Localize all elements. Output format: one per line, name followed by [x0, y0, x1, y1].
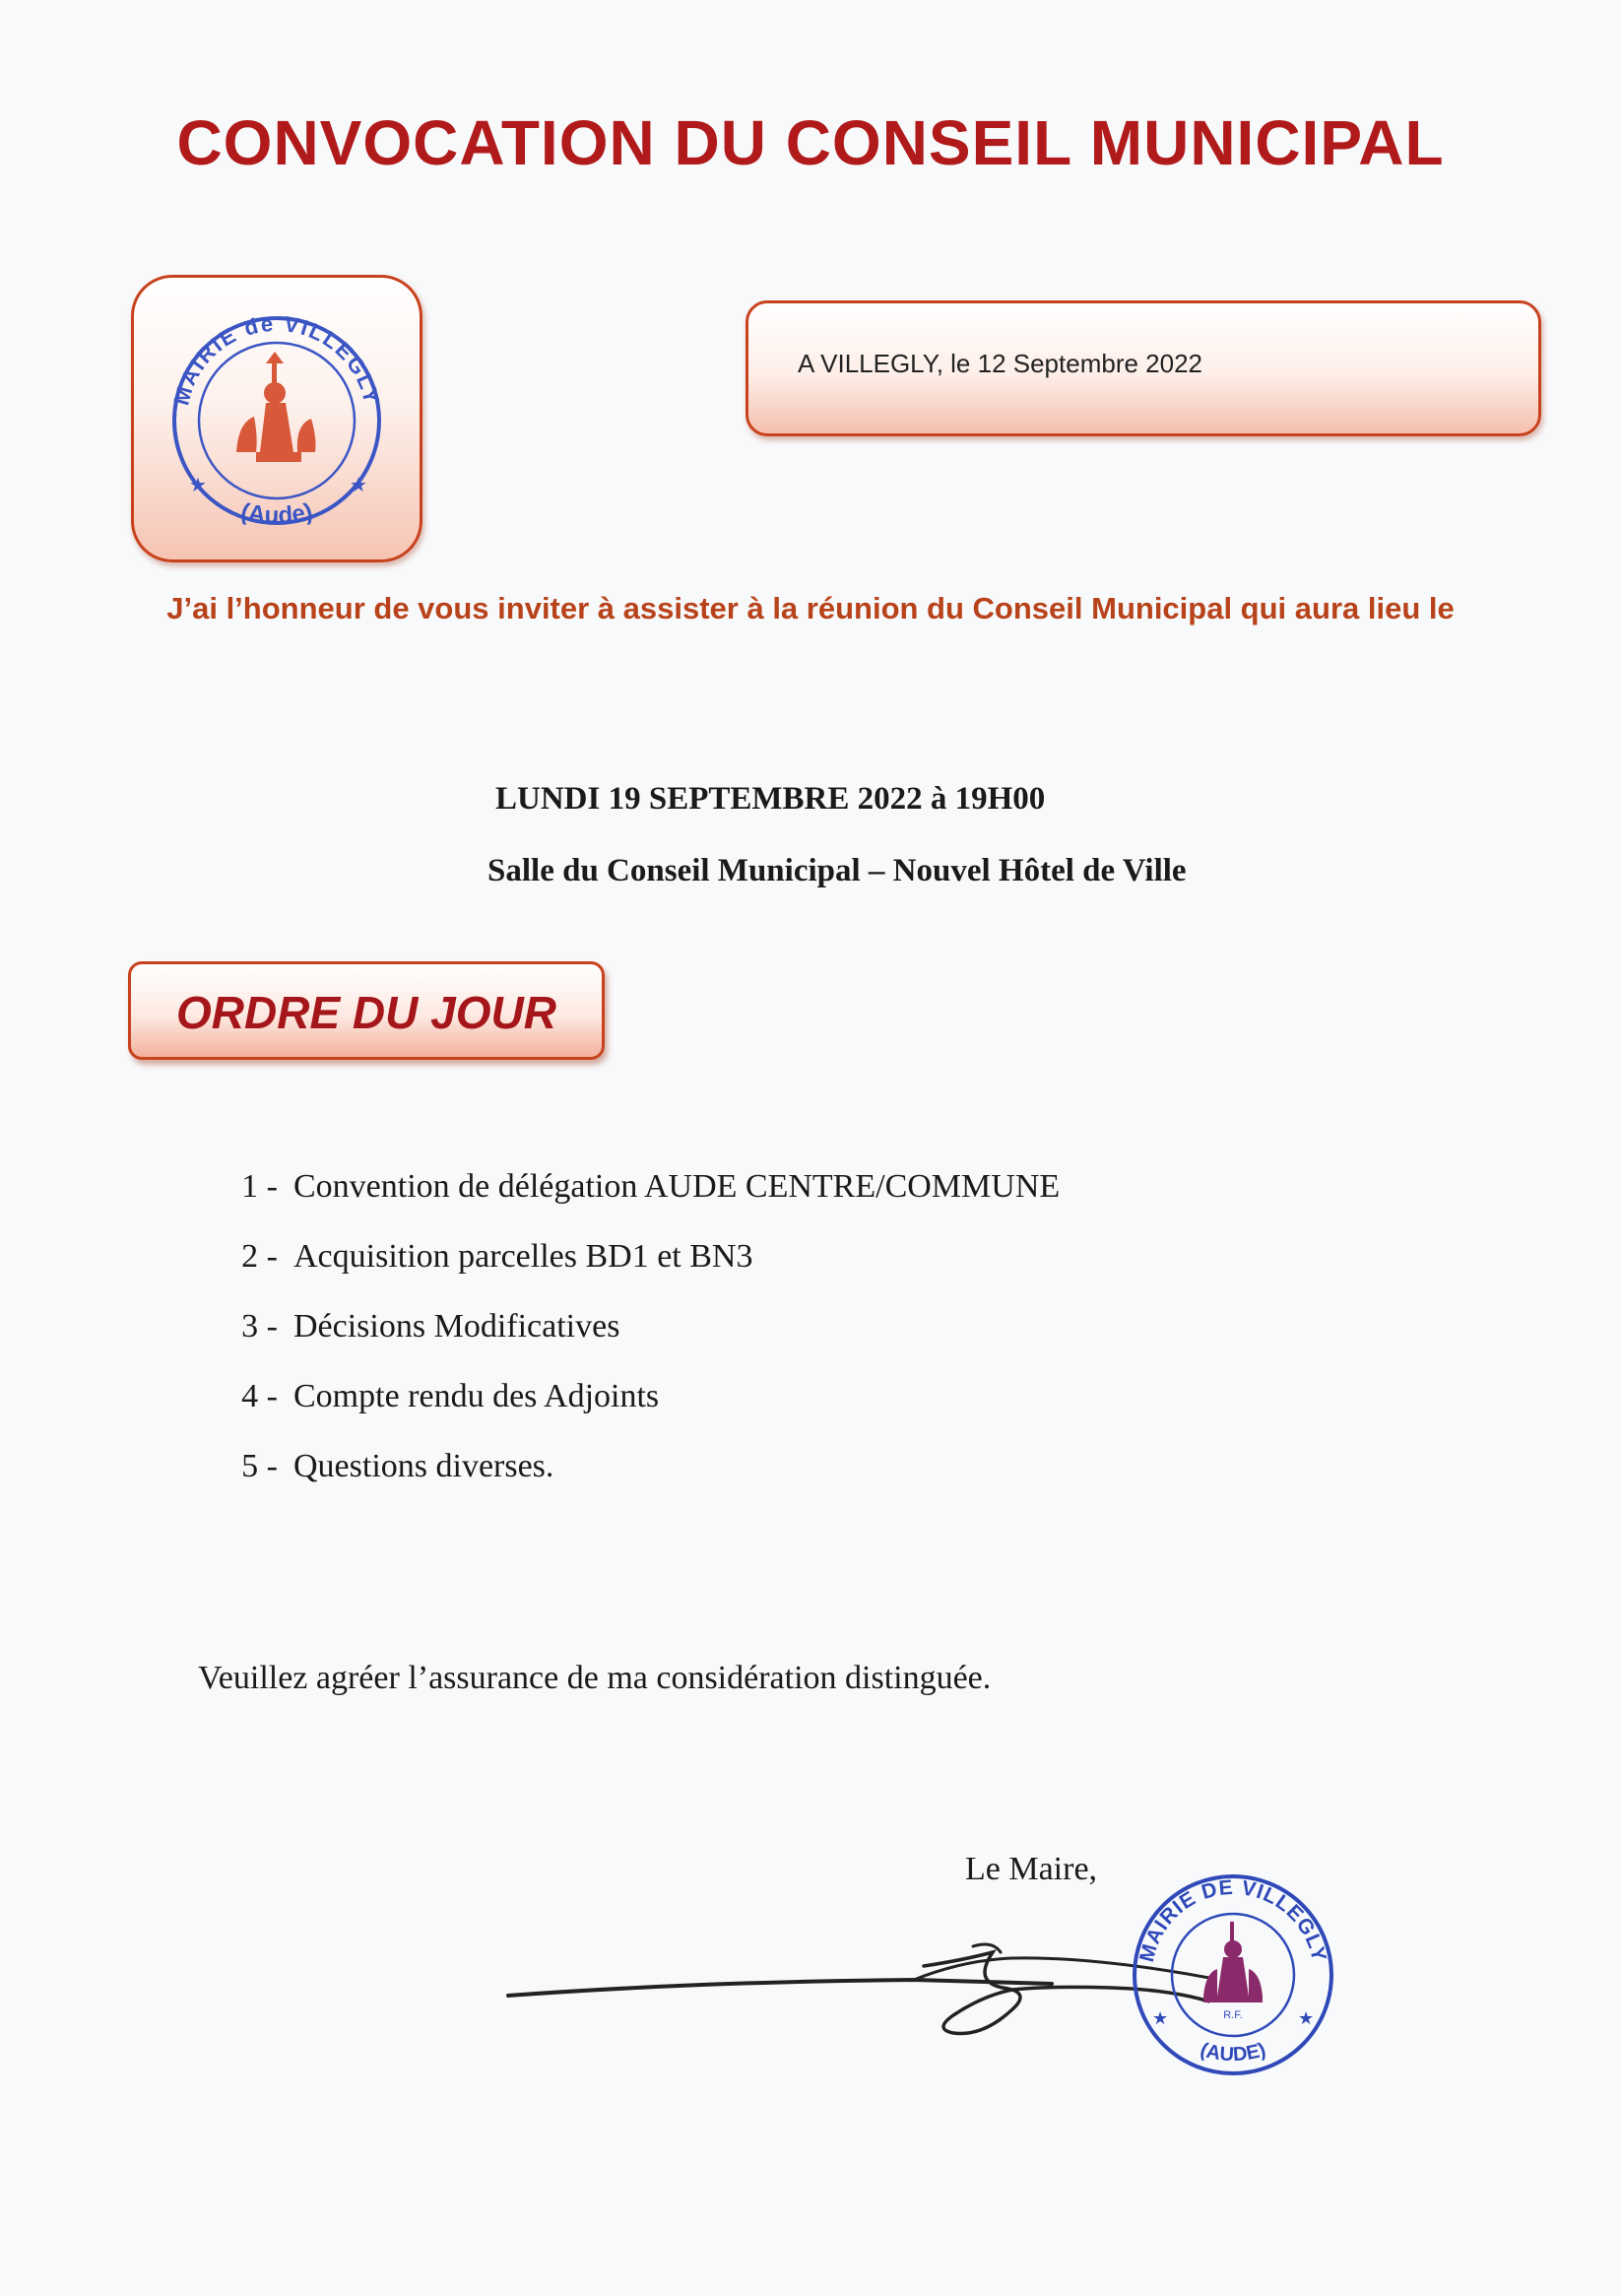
- agenda-item-number: 2 -: [241, 1238, 278, 1275]
- agenda-item-text: Décisions Modificatives: [293, 1308, 620, 1345]
- signer-label: Le Maire,: [965, 1851, 1098, 1887]
- document-title: CONVOCATION DU CONSEIL MUNICIPAL: [176, 107, 1445, 178]
- svg-text:★: ★: [189, 473, 207, 496]
- intro-text: J’ai l’honneur de vous inviter à assister à la réunion du Conseil Municipal qui aura lieu le: [166, 591, 1455, 625]
- agenda-item-text: Questions diverses.: [293, 1448, 554, 1484]
- agenda-item: [215, 1378, 1060, 1448]
- agenda-item-text: Compte rendu des Adjoints: [293, 1378, 660, 1414]
- agenda-list: [215, 1168, 1060, 1518]
- agenda-heading: ORDRE DU JOUR: [176, 987, 556, 1038]
- agenda-item: [215, 1448, 1060, 1518]
- agenda-item: [215, 1168, 1060, 1238]
- agenda-item-text: Convention de délégation AUDE CENTRE/COMMUNE: [293, 1168, 1061, 1205]
- date-box: [746, 300, 1541, 436]
- meeting-date: LUNDI 19 SEPTEMBRE 2022 à 19H00: [495, 781, 1046, 817]
- logo-bottom-text: (Aude): [238, 497, 315, 530]
- meeting-place: Salle du Conseil Municipal – Nouvel Hôtel de Ville: [487, 853, 1187, 888]
- svg-text:★: ★: [1298, 2008, 1315, 2029]
- svg-text:(Aude): [238, 498, 315, 529]
- date-line: A VILLEGLY, le 12 Septembre 2022: [798, 349, 1202, 378]
- svg-text:(AUDE): [1198, 2039, 1268, 2066]
- svg-text:★: ★: [1152, 2008, 1169, 2029]
- logo-top-text: MAIRIE de VILLEGLY: [168, 310, 385, 408]
- closing-text: Veuillez agréer l’assurance de ma considération distinguée.: [198, 1660, 992, 1696]
- svg-text:★: ★: [350, 473, 367, 496]
- stamp-top-text: MAIRIE DE VILLEGLY: [1135, 1875, 1330, 1965]
- agenda-item-number: 5 -: [241, 1448, 278, 1484]
- agenda-item: [215, 1308, 1060, 1378]
- agenda-item-text: Acquisition parcelles BD1 et BN3: [293, 1238, 753, 1275]
- stamp-bottom-text: (AUDE): [1198, 2039, 1268, 2066]
- logo-box: [131, 275, 422, 562]
- agenda-item: [215, 1238, 1060, 1308]
- agenda-item-number: 1 -: [241, 1168, 278, 1205]
- stamp-center-text: R.F.: [1223, 2009, 1243, 2021]
- municipal-seal-icon: [150, 295, 404, 543]
- agenda-item-number: 3 -: [241, 1308, 278, 1345]
- mayor-stamp-icon: [1125, 1867, 1341, 2083]
- agenda-heading-box: [128, 961, 605, 1060]
- agenda-item-number: 4 -: [241, 1378, 278, 1414]
- signature-icon: [500, 1931, 1209, 2049]
